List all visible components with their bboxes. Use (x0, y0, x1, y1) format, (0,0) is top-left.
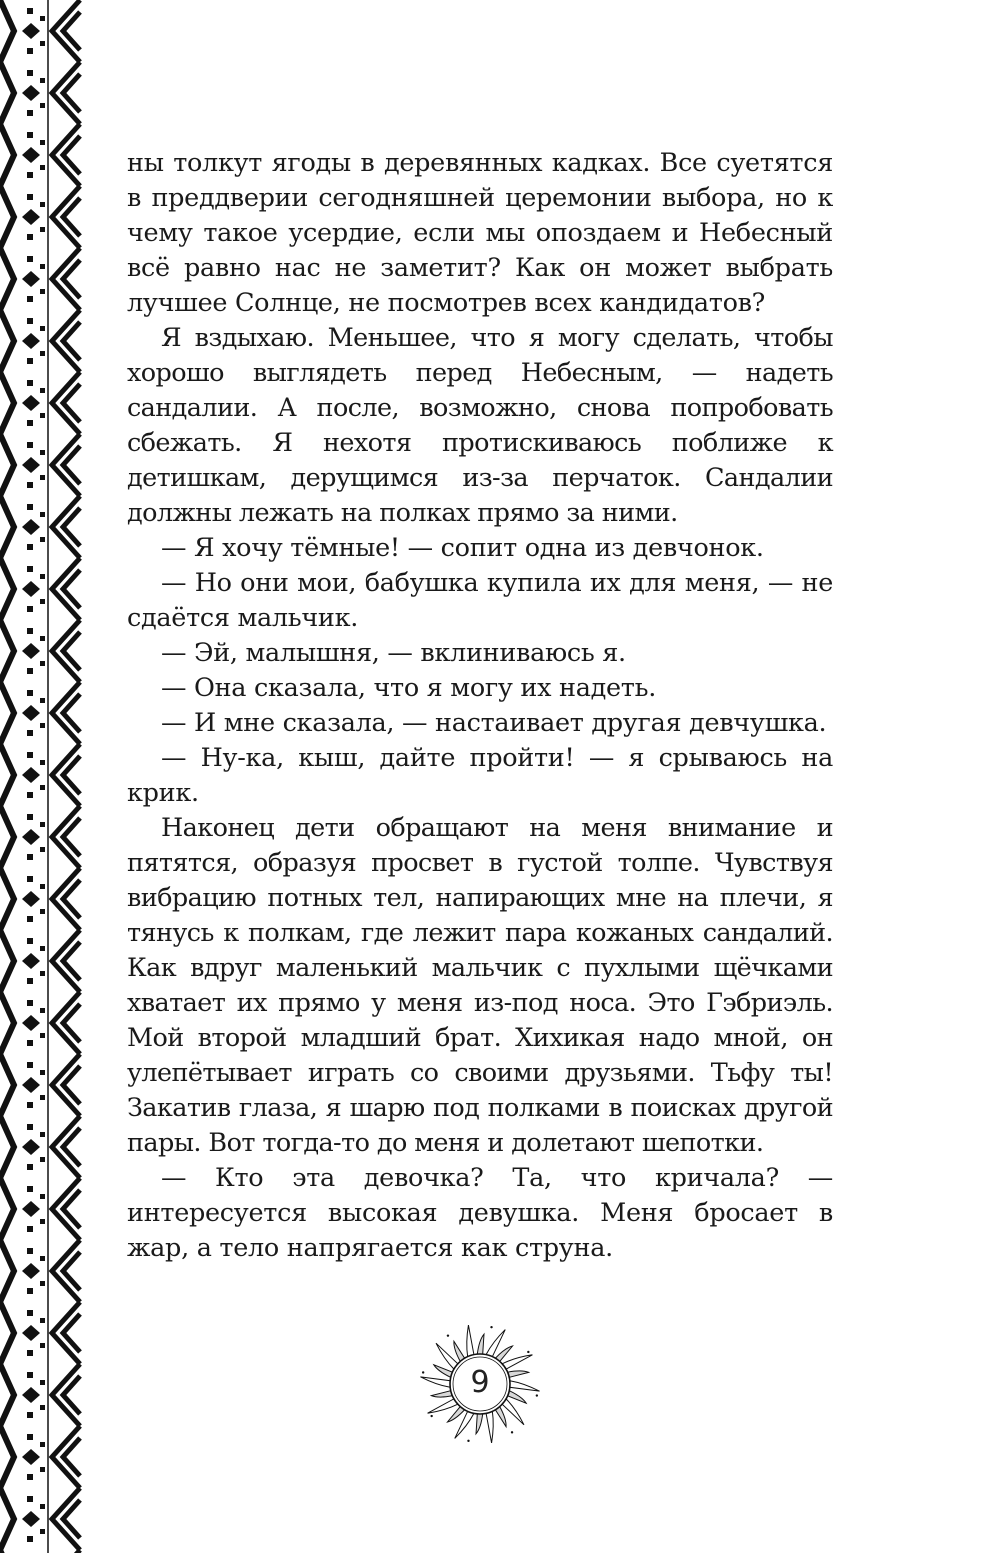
sun-dot (422, 1371, 424, 1373)
decorative-border (0, 0, 82, 1553)
sun-dot (467, 1440, 469, 1442)
paragraph: — Ну-ка, кыш, дайте пройти! — я срываюсь на крик. (127, 743, 833, 808)
sun-ray (476, 1414, 483, 1434)
sun-ray (477, 1334, 484, 1354)
sun-dot (430, 1415, 432, 1417)
sun-ray (467, 1325, 474, 1357)
page-number: 9 (470, 1365, 490, 1400)
sun-ray (420, 1377, 450, 1387)
sun-dot (511, 1431, 513, 1433)
paragraph: — Эй, малышня, — вклиниваюсь я. (161, 638, 626, 668)
paragraph: — Кто эта девочка? Та, что кричала? — интересуется высокая девушка. Меня бросает в жар, а тело напрягается как струна. (127, 1163, 833, 1263)
sun-dot (447, 1334, 449, 1336)
body-text (127, 146, 833, 1266)
sun-ray (508, 1391, 527, 1404)
paragraph: Наконец дети обращают на меня внимание и пятятся, образуя просвет в густой толпе. Чувствуя вибрацию потных тел, напирающих мне на плечи, я тянусь к полкам, где лежит пара кожаных сандалий. Как вдруг маленький мальчик с пухлыми щёчками хватает их прямо у меня из-под носа. Это Гэбриэль. Мой второй младший брат. Хихикая надо мной, он улепётывает играть со своими друзьями. Тьфу ты! Закатив глаза, я шарю под полками в поисках другой пары. Вот тогда-то до меня и долетают шепотки. (127, 813, 833, 1158)
paragraph: Я вздыхаю. Меньшее, что я могу сделать, чтобы хорошо выглядеть перед Небесным, — надеть сандалии. А после, возможно, снова попробовать сбежать. Я нехотя протискиваюсь поближе к детишкам, дерущимся из-за перчаток. Сандалии должны лежать на полках прямо за ними. (127, 323, 833, 528)
sun-dot (527, 1351, 529, 1353)
paragraph: ны толкут ягоды в деревянных кадках. Все суетятся в преддверии сегодняшней церемонии выбора, но к чему такое усердие, если мы опоздаем и Небесный всё равно нас не заметит? Как он может выбрать лучшее Солнце, не посмотрев всех кандидатов? (127, 148, 833, 318)
paragraph: — Но они мои, бабушка купила их для меня, — не сдаётся мальчик. (127, 568, 833, 633)
paragraph: — Я хочу тёмные! — сопит одна из девчонок. (161, 533, 764, 563)
sun-dot (536, 1394, 538, 1396)
sun-ray (486, 1411, 493, 1443)
sun-ray (510, 1381, 540, 1391)
paragraph: — Она сказала, что я могу их надеть. (161, 673, 657, 703)
paragraph: — И мне сказала, — настаивает другая девчушка. (161, 708, 827, 738)
sun-ray (508, 1371, 529, 1377)
sun-dot (490, 1326, 492, 1328)
